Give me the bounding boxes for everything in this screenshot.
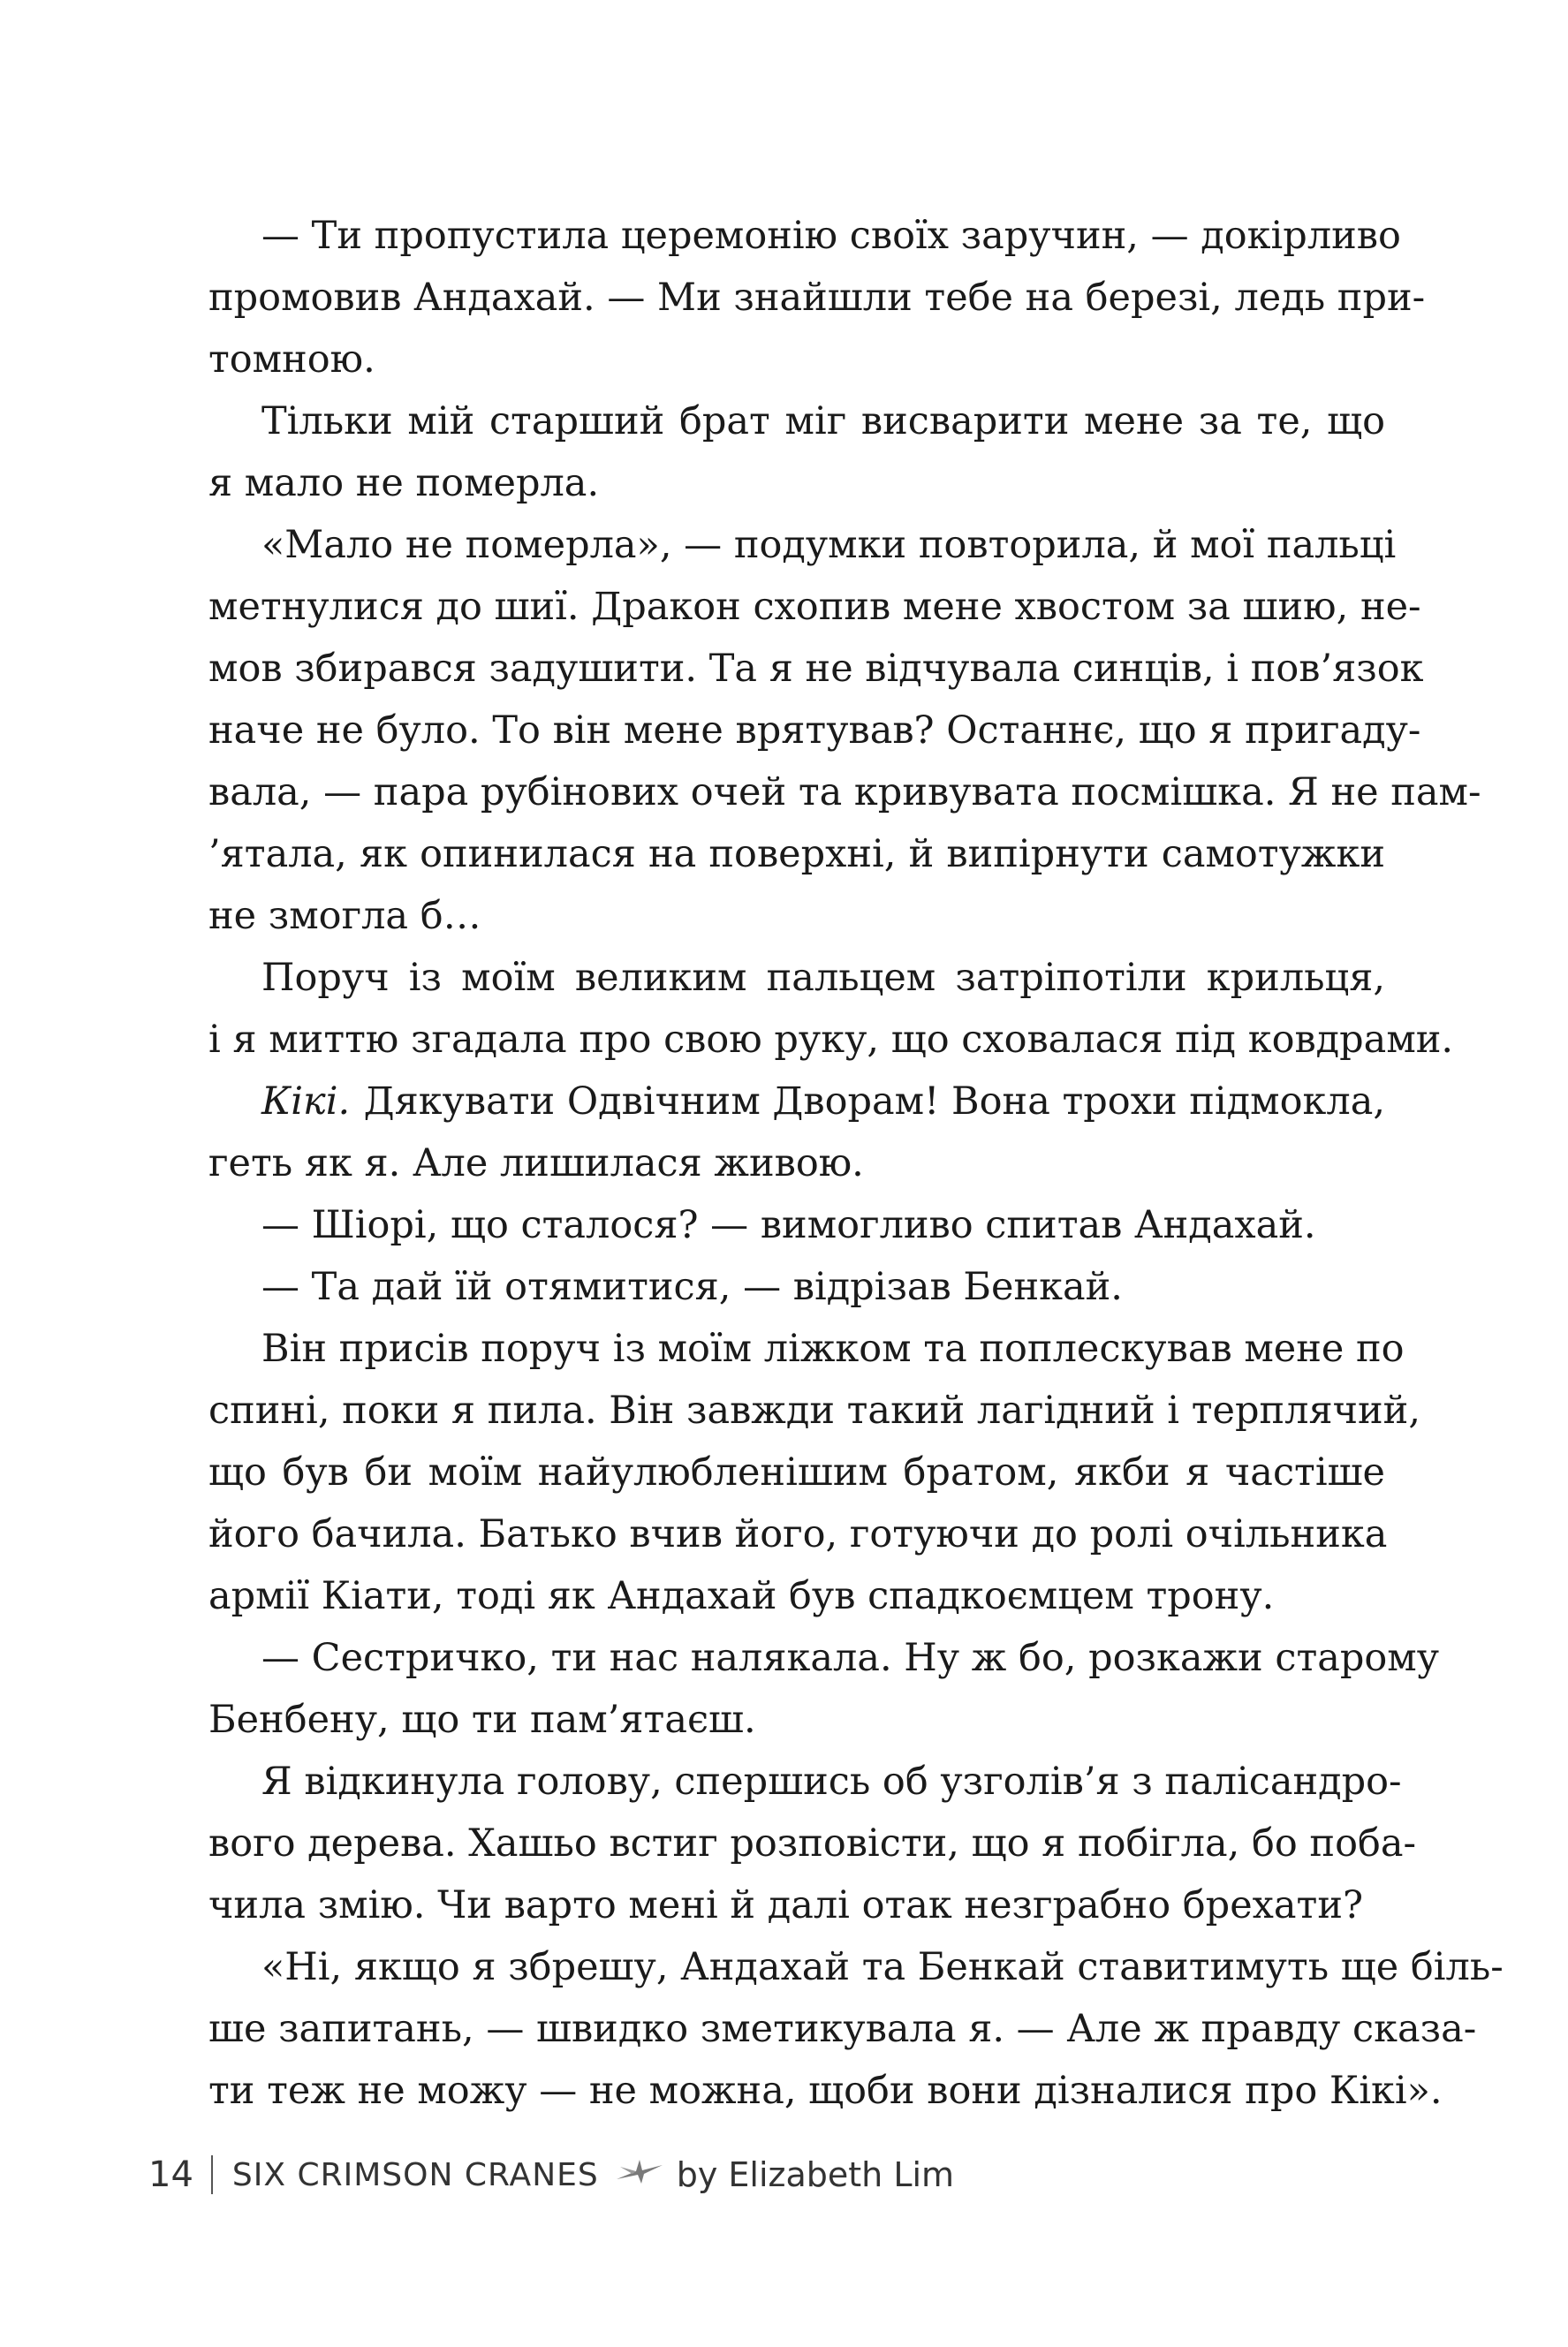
text-line: мов збирався задушити. Та я не відчувала синців, і пов’язок [208,647,1424,691]
text-line: — Сестричко, ти нас налякала. Ну ж бо, розкажи старому [261,1636,1440,1680]
text-line [208,1071,1385,1132]
text-line: і я миттю згадала про свою руку, що сховалася під ковдрами. [208,1018,1454,1062]
text-line: Поруч із моїм великим пальцем затріпотіли крильця, [261,956,1385,1000]
text-line-rest: Дякувати Одвічним Дворам! Вона трохи підмокла, [363,1079,1385,1124]
text-line: вала, — пара рубінових очей та кривувата посмішка. Я не пам- [208,770,1481,814]
text-line: ти теж не можу — не можна, щоби вони дізналися про Кікі». [208,2069,1443,2113]
book-title: SIX CRIMSON CRANES [231,2156,599,2193]
page-number: 14 [148,2154,193,2195]
text-line: що був би моїм найулюбленішим братом, якби я частіше [208,1450,1385,1495]
text-line: чила змію. Чи варто мені й далі отак незграбно брехати? [208,1883,1364,1927]
crane-icon [615,2155,664,2194]
text-line: Я відкинула голову, спершись об узголів’я з палісандро- [261,1760,1402,1804]
text-line: промовив Андахай. — Ми знайшли тебе на березі, ледь при- [208,276,1426,320]
footer-divider [211,2155,213,2194]
author-name: by Elizabeth Lim [676,2155,955,2194]
text-line: армії Кіати, тоді як Андахай був спадкоємцем трону. [208,1574,1275,1618]
text-line: — Ти пропустила церемонію своїх заручин, — докірливо [261,214,1401,258]
text-line: Тільки мій старший брат міг висварити мене за те, що [261,399,1385,443]
text-line: вого дерева. Хашьо встиг розповісти, що я побігла, бо поба- [208,1821,1417,1866]
text-line: — Шіорі, що сталося? — вимогливо спитав Андахай. [261,1203,1316,1247]
text-line: «Мало не померла», — подумки повторила, й мої пальці [261,523,1397,567]
text-line: геть як я. Але лишилася живою. [208,1141,864,1185]
text-line: Він присів поруч із моїм ліжком та поплескував мене по [261,1327,1405,1371]
text-line: ше запитань, — швидко зметикувала я. — Але ж правду сказа- [208,2007,1477,2051]
text-line: я мало не померла. [208,461,600,505]
text-line: не змогла б… [208,894,481,938]
text-line: Бенбену, що ти пам’ятаєш. [208,1698,756,1742]
text-line: «Ні, якщо я збрешу, Андахай та Бенкай ставитимуть ще біль- [261,1945,1504,1989]
text-line: його бачила. Батько вчив його, готуючи до ролі очільника [208,1512,1388,1556]
page-footer [148,2148,954,2201]
text-line: томною. [208,337,375,382]
italic-name: Кікі. [261,1079,351,1124]
text-line: метнулися до шиї. Дракон схопив мене хвостом за шию, не- [208,585,1421,629]
text-line: — Та дай їй отямитися, — відрізав Бенкай. [261,1265,1123,1309]
text-line: ’ятала, як опинилася на поверхні, й випірнути самотужки [208,832,1385,876]
text-line: наче не було. То він мене врятував? Останнє, що я пригаду- [208,708,1421,753]
text-line: спині, поки я пила. Він завжди такий лагідний і терплячий, [208,1389,1420,1433]
